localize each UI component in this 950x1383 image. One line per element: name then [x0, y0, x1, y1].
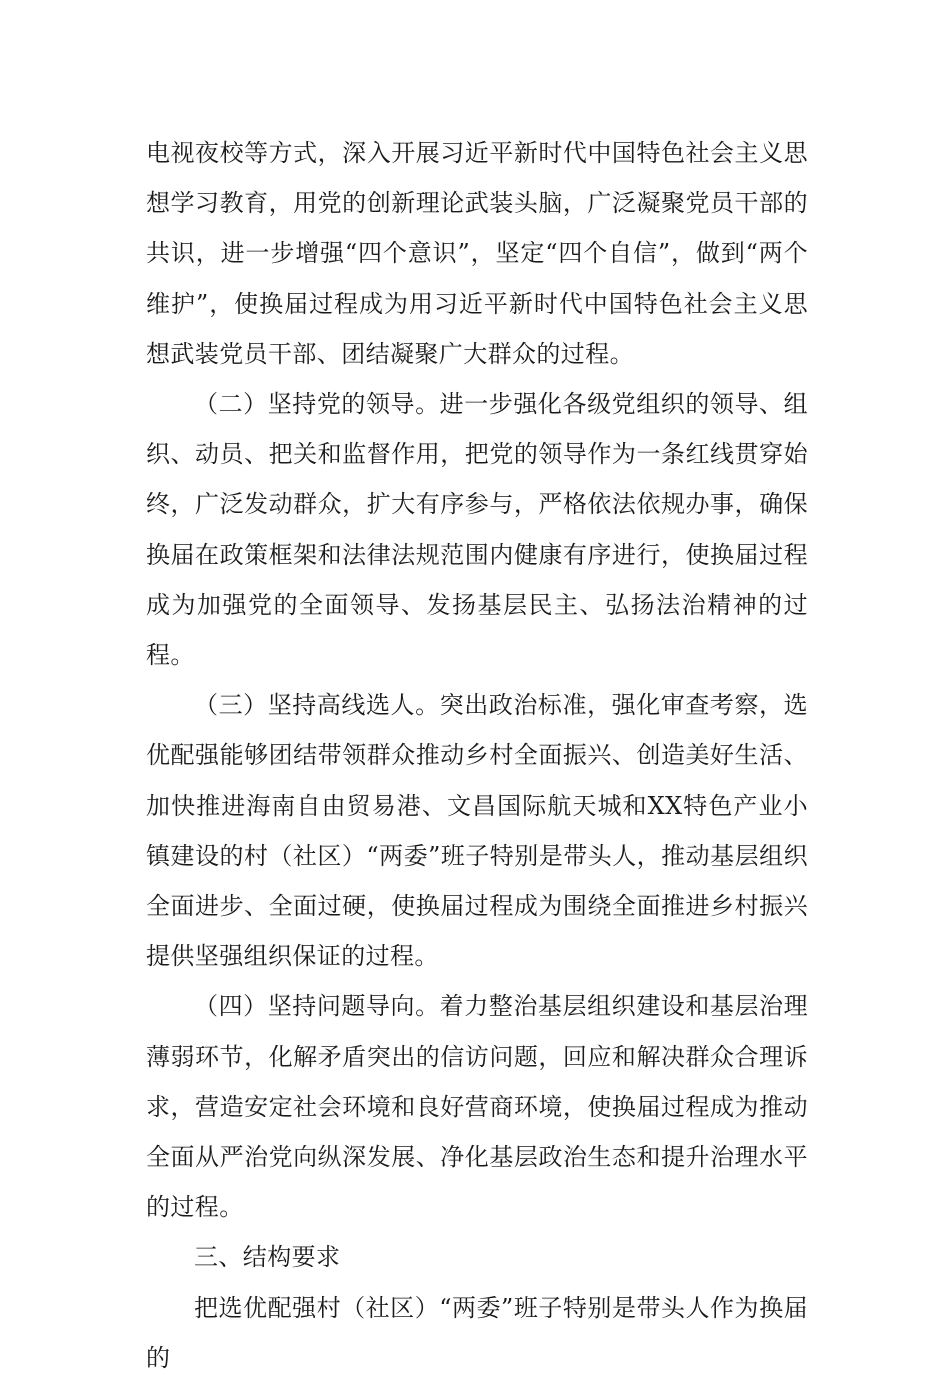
- paragraph-problem-orientation: （四）坚持问题导向。着力整治基层组织建设和基层治理薄弱环节，化解矛盾突出的信访问题，回应和解决群众合理诉求，营造安定社会环境和良好营商环境，使换届过程成为推动全面从严治党向纵深发展、净化基层政治生态和提升治理水平的过程。: [146, 992, 808, 1222]
- section-heading-structure-requirements: 三、结构要求: [194, 1243, 341, 1272]
- paragraph-structure-intro: 把选优配强村（社区）“两委”班子特别是带头人作为换届的: [146, 1293, 808, 1372]
- paragraph-party-leadership: （二）坚持党的领导。进一步强化各级党组织的领导、组织、动员、把关和监督作用，把党的领导作为一条红线贯穿始终，广泛发动群众，扩大有序参与，严格依法依规办事，确保换届在政策框架和法律法规范围内健康有序进行，使换届过程成为加强党的全面领导、发扬基层民主、弘扬法治精神的过程。: [146, 390, 808, 670]
- document-body: [146, 128, 808, 1383]
- paragraph-continuation: 电视夜校等方式，深入开展习近平新时代中国特色社会主义思想学习教育，用党的创新理论武装头脑，广泛凝聚党员干部的共识，进一步增强“四个意识”，坚定“四个自信”，做到“两个维护”，使换届过程成为用习近平新时代中国特色社会主义思想武装党员干部、团结凝聚广大群众的过程。: [146, 139, 808, 368]
- paragraph-high-standard-selection: （三）坚持高线选人。突出政治标准，强化审查考察，选优配强能够团结带领群众推动乡村全面振兴、创造美好生活、加快推进海南自由贸易港、文昌国际航天城和XX特色产业小镇建设的村（社区）“两委”班子特别是带头人，推动基层组织全面进步、全面过硬，使换届过程成为围绕全面推进乡村振兴提供坚强组织保证的过程。: [146, 691, 808, 971]
